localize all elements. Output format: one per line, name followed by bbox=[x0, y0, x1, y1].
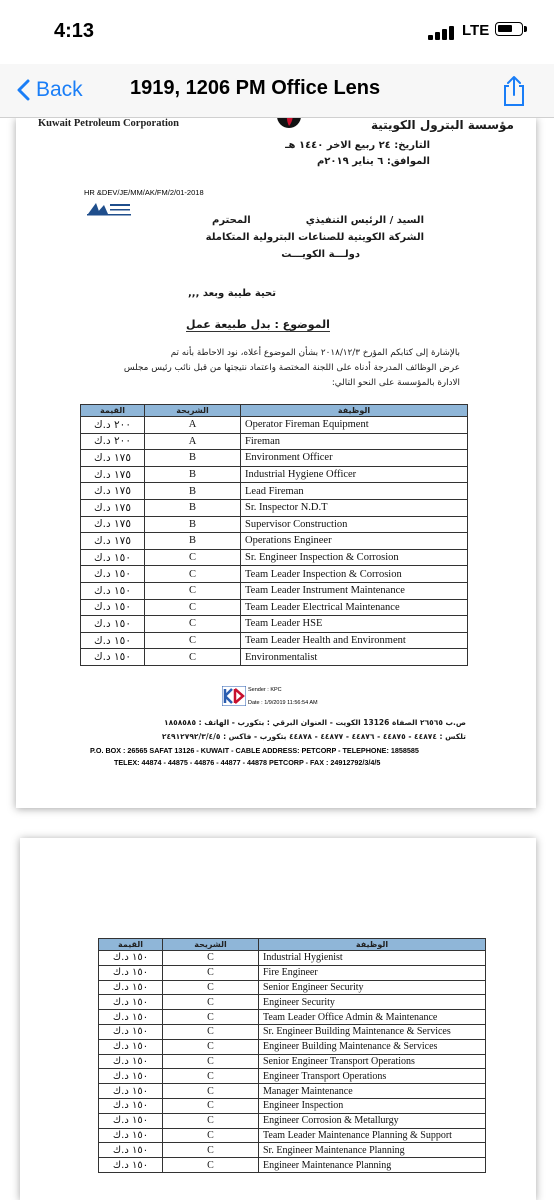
table-row bbox=[81, 632, 468, 649]
cell-position: Fire Engineer bbox=[259, 965, 486, 980]
cell-band: B bbox=[145, 450, 241, 467]
table-row bbox=[99, 995, 486, 1010]
header-position: الوظيفة bbox=[241, 405, 468, 417]
cell-band: B bbox=[145, 533, 241, 550]
footer-arabic-2: تلكس : ٤٤٨٧٤ - ٤٤٨٧٥ - ٤٤٨٧٦ - ٤٤٨٧٧ - ٤٤٨٧٨ بتكورب - فاكس : ٢٤٩١٢٧٩٢/٣/٤/٥ bbox=[161, 732, 466, 741]
table-row bbox=[81, 616, 468, 633]
date-hijri: التاريخ: ٢٤ ربيع الاخر ١٤٤٠ هـ bbox=[285, 140, 430, 151]
cell-value: ١٥٠ د.ك bbox=[99, 980, 163, 995]
company-name: الشركة الكويتية للصناعات البترولية المتكاملة bbox=[205, 232, 424, 243]
header-position: الوظيفة bbox=[259, 939, 486, 951]
cell-position: Engineer Transport Operations bbox=[259, 1069, 486, 1084]
cell-position: Engineer Maintenance Planning bbox=[259, 1158, 486, 1173]
table-row bbox=[99, 1143, 486, 1158]
table-row bbox=[81, 466, 468, 483]
cell-band: C bbox=[145, 566, 241, 583]
table-row bbox=[99, 1128, 486, 1143]
cell-value: ١٥٠ د.ك bbox=[99, 995, 163, 1010]
table-body bbox=[99, 951, 486, 1173]
cell-value: ١٥٠ د.ك bbox=[99, 1054, 163, 1069]
table-row bbox=[81, 483, 468, 500]
battery-icon bbox=[495, 22, 523, 36]
date-gregorian: الموافق: ٦ يناير ٢٠١٩م bbox=[316, 156, 430, 167]
table-row bbox=[99, 980, 486, 995]
cell-value: ١٥٠ د.ك bbox=[81, 632, 145, 649]
cell-band: C bbox=[163, 1158, 259, 1173]
cell-band: C bbox=[163, 995, 259, 1010]
cell-position: Sr. Engineer Building Maintenance & Services bbox=[259, 1024, 486, 1039]
cell-band: A bbox=[145, 417, 241, 434]
table-row bbox=[99, 1113, 486, 1128]
table-row bbox=[99, 1098, 486, 1113]
cell-value: ١٥٠ د.ك bbox=[99, 951, 163, 966]
cell-position: Manager Maintenance bbox=[259, 1084, 486, 1099]
table-row bbox=[99, 1010, 486, 1025]
cell-value: ١٥٠ د.ك bbox=[99, 1084, 163, 1099]
header-band: الشريحة bbox=[163, 939, 259, 951]
cell-position: Environmentalist bbox=[241, 649, 468, 666]
table-row bbox=[99, 951, 486, 966]
cell-band: B bbox=[145, 483, 241, 500]
cell-value: ١٥٠ د.ك bbox=[99, 1069, 163, 1084]
cell-band: C bbox=[163, 980, 259, 995]
cell-value: ١٧٥ د.ك bbox=[81, 466, 145, 483]
cell-band: C bbox=[163, 1024, 259, 1039]
cell-band: C bbox=[145, 632, 241, 649]
cell-band: C bbox=[145, 599, 241, 616]
cell-position: Supervisor Construction bbox=[241, 516, 468, 533]
table-body bbox=[81, 417, 468, 666]
header-value: القيمة bbox=[81, 405, 145, 417]
cell-position: Team Leader HSE bbox=[241, 616, 468, 633]
cell-value: ١٥٠ د.ك bbox=[81, 566, 145, 583]
cell-band: C bbox=[163, 1143, 259, 1158]
document-page-2 bbox=[20, 838, 536, 1200]
table-row bbox=[81, 566, 468, 583]
table-row bbox=[81, 433, 468, 450]
table-row bbox=[81, 516, 468, 533]
reference-number: HR &DEV/JE/MM/AK/FM/2/01-2018 bbox=[84, 188, 204, 197]
cell-position: Operator Fireman Equipment bbox=[241, 417, 468, 434]
table-row bbox=[99, 1084, 486, 1099]
cell-position: Engineer Inspection bbox=[259, 1098, 486, 1113]
battery-level bbox=[498, 25, 512, 32]
footer-english-2: TELEX: 44874 - 44875 - 44876 - 44877 - 44878 PETCORP - FAX : 24912792/3/4/5 bbox=[114, 758, 381, 767]
cell-band: C bbox=[145, 549, 241, 566]
sender-timestamp: Date : 1/9/2019 11:56:54 AM bbox=[248, 700, 318, 706]
header-band: الشريحة bbox=[145, 405, 241, 417]
cell-band: B bbox=[145, 516, 241, 533]
table-row bbox=[81, 599, 468, 616]
cell-value: ١٧٥ د.ك bbox=[81, 516, 145, 533]
cell-value: ١٧٥ د.ك bbox=[81, 483, 145, 500]
cell-band: C bbox=[163, 1098, 259, 1113]
allowance-table-1 bbox=[80, 404, 468, 666]
cell-band: B bbox=[145, 466, 241, 483]
cell-value: ١٥٠ د.ك bbox=[81, 582, 145, 599]
paragraph-line-1: بالإشارة إلى كتابكم المؤرخ ٢٠١٨/١٢/٣ بشأن الموضوع أعلاه، نود الاحاطة بأنه تم bbox=[170, 348, 460, 358]
cell-position: Engineer Building Maintenance & Services bbox=[259, 1039, 486, 1054]
addressee: السيد / الرئيس التنفيذي bbox=[305, 215, 424, 226]
cell-band: B bbox=[145, 499, 241, 516]
cell-value: ١٧٥ د.ك bbox=[81, 450, 145, 467]
letterhead-arabic: مؤسسة البترول الكويتية bbox=[370, 118, 514, 132]
cell-position: Team Leader Electrical Maintenance bbox=[241, 599, 468, 616]
table-row bbox=[81, 417, 468, 434]
cell-position: Industrial Hygienist bbox=[259, 951, 486, 966]
cell-value: ١٥٠ د.ك bbox=[99, 1143, 163, 1158]
cell-value: ١٥٠ د.ك bbox=[99, 1113, 163, 1128]
cell-band: C bbox=[163, 1069, 259, 1084]
table-row bbox=[81, 533, 468, 550]
cell-position: Lead Fireman bbox=[241, 483, 468, 500]
cell-value: ١٥٠ د.ك bbox=[99, 1128, 163, 1143]
country-name: دولـــة الكويـــت bbox=[281, 249, 360, 260]
document-page-1 bbox=[16, 118, 536, 808]
cell-position: Team Leader Health and Environment bbox=[241, 632, 468, 649]
cell-position: Industrial Hygiene Officer bbox=[241, 466, 468, 483]
cell-value: ١٥٠ د.ك bbox=[81, 649, 145, 666]
allowance-table-2 bbox=[98, 938, 486, 1173]
table-row bbox=[99, 965, 486, 980]
cell-position: Operations Engineer bbox=[241, 533, 468, 550]
signal-icon bbox=[428, 24, 458, 40]
cell-band: C bbox=[163, 1084, 259, 1099]
cell-position: Team Leader Inspection & Corrosion bbox=[241, 566, 468, 583]
page-title: 1919, 1206 PM Office Lens bbox=[130, 77, 381, 99]
kpc-stamp-icon bbox=[222, 686, 246, 706]
cell-value: ١٥٠ د.ك bbox=[99, 1098, 163, 1113]
cell-position: Senior Engineer Transport Operations bbox=[259, 1054, 486, 1069]
cell-value: ١٥٠ د.ك bbox=[99, 1010, 163, 1025]
cell-position: Team Leader Office Admin & Maintenance bbox=[259, 1010, 486, 1025]
letterhead-english: Kuwait Petroleum Corporation bbox=[38, 118, 179, 129]
table-row bbox=[81, 649, 468, 666]
cell-band: C bbox=[163, 1039, 259, 1054]
cell-band: C bbox=[163, 1128, 259, 1143]
status-time: 4:13 bbox=[54, 20, 95, 42]
cell-band: C bbox=[145, 616, 241, 633]
back-button[interactable] bbox=[16, 74, 83, 106]
table-row bbox=[99, 1039, 486, 1054]
back-label: Back bbox=[36, 78, 83, 101]
cell-value: ١٥٠ د.ك bbox=[81, 599, 145, 616]
table-row bbox=[99, 1054, 486, 1069]
status-bar bbox=[0, 0, 554, 64]
sender-label: Sender : KPC bbox=[248, 687, 282, 693]
cell-value: ١٧٥ د.ك bbox=[81, 533, 145, 550]
footer-english-1: P.O. BOX : 26565 SAFAT 13126 - KUWAIT - CABLE ADDRESS: PETCORP - TELEPHONE: 1858585 bbox=[90, 746, 419, 755]
footer-arabic-1: ص.ب ٢٦٥٦٥ الصفاة 13126 الكويت - العنوان البرقي : بتكورب - الهاتف : ١٨٥٨٥٨٥ bbox=[164, 718, 466, 727]
header-value: القيمة bbox=[99, 939, 163, 951]
cell-value: ٢٠٠ د.ك bbox=[81, 433, 145, 450]
cell-value: ١٥٠ د.ك bbox=[81, 616, 145, 633]
kpc-logo-icon bbox=[276, 118, 302, 132]
cell-position: Sr. Engineer Inspection & Corrosion bbox=[241, 549, 468, 566]
chevron-left-icon bbox=[16, 79, 30, 101]
cell-band: C bbox=[145, 582, 241, 599]
cell-value: ١٥٠ د.ك bbox=[99, 1039, 163, 1054]
cell-value: ١٥٠ د.ك bbox=[99, 1158, 163, 1173]
table-row bbox=[81, 450, 468, 467]
table-row bbox=[99, 1158, 486, 1173]
table-row bbox=[81, 549, 468, 566]
cell-position: Team Leader Instrument Maintenance bbox=[241, 582, 468, 599]
respected-label: المحترم bbox=[212, 215, 251, 226]
cell-value: ١٥٠ د.ك bbox=[99, 965, 163, 980]
cell-band: A bbox=[145, 433, 241, 450]
cell-position: Environment Officer bbox=[241, 450, 468, 467]
document-viewer[interactable] bbox=[0, 118, 554, 1200]
cell-band: C bbox=[163, 1010, 259, 1025]
cell-band: C bbox=[163, 1054, 259, 1069]
cell-position: Fireman bbox=[241, 433, 468, 450]
cell-band: C bbox=[163, 951, 259, 966]
subject-line: الموضوع : بدل طبيعة عمل bbox=[186, 318, 330, 331]
table-row bbox=[81, 582, 468, 599]
paragraph-line-3: الادارة بالمؤسسة على النحو التالي: bbox=[331, 378, 460, 388]
letterhead bbox=[34, 118, 514, 134]
table-row bbox=[99, 1024, 486, 1039]
cell-position: Engineer Security bbox=[259, 995, 486, 1010]
navigation-bar bbox=[0, 64, 554, 118]
kuwait-national-logo-icon bbox=[86, 200, 132, 216]
cell-band: C bbox=[145, 649, 241, 666]
cell-position: Team Leader Maintenance Planning & Support bbox=[259, 1128, 486, 1143]
cell-value: ١٧٥ د.ك bbox=[81, 499, 145, 516]
cell-position: Sr. Engineer Maintenance Planning bbox=[259, 1143, 486, 1158]
cell-value: ١٥٠ د.ك bbox=[99, 1024, 163, 1039]
greeting: تحية طيبة وبعد ,,, bbox=[188, 288, 276, 299]
table-row bbox=[81, 499, 468, 516]
cell-position: Sr. Inspector N.D.T bbox=[241, 499, 468, 516]
cell-position: Senior Engineer Security bbox=[259, 980, 486, 995]
cell-value: ٢٠٠ د.ك bbox=[81, 417, 145, 434]
cell-band: C bbox=[163, 1113, 259, 1128]
table-row bbox=[99, 1069, 486, 1084]
cell-band: C bbox=[163, 965, 259, 980]
network-label: LTE bbox=[462, 22, 490, 39]
cell-position: Engineer Corrosion & Metallurgy bbox=[259, 1113, 486, 1128]
share-icon[interactable] bbox=[500, 74, 528, 108]
paragraph-line-2: عرض الوظائف المدرجة أدناه على اللجنة المختصة واعتماد نتيجتها من قبل نائب رئيس مجلس bbox=[123, 363, 460, 373]
cell-value: ١٥٠ د.ك bbox=[81, 549, 145, 566]
